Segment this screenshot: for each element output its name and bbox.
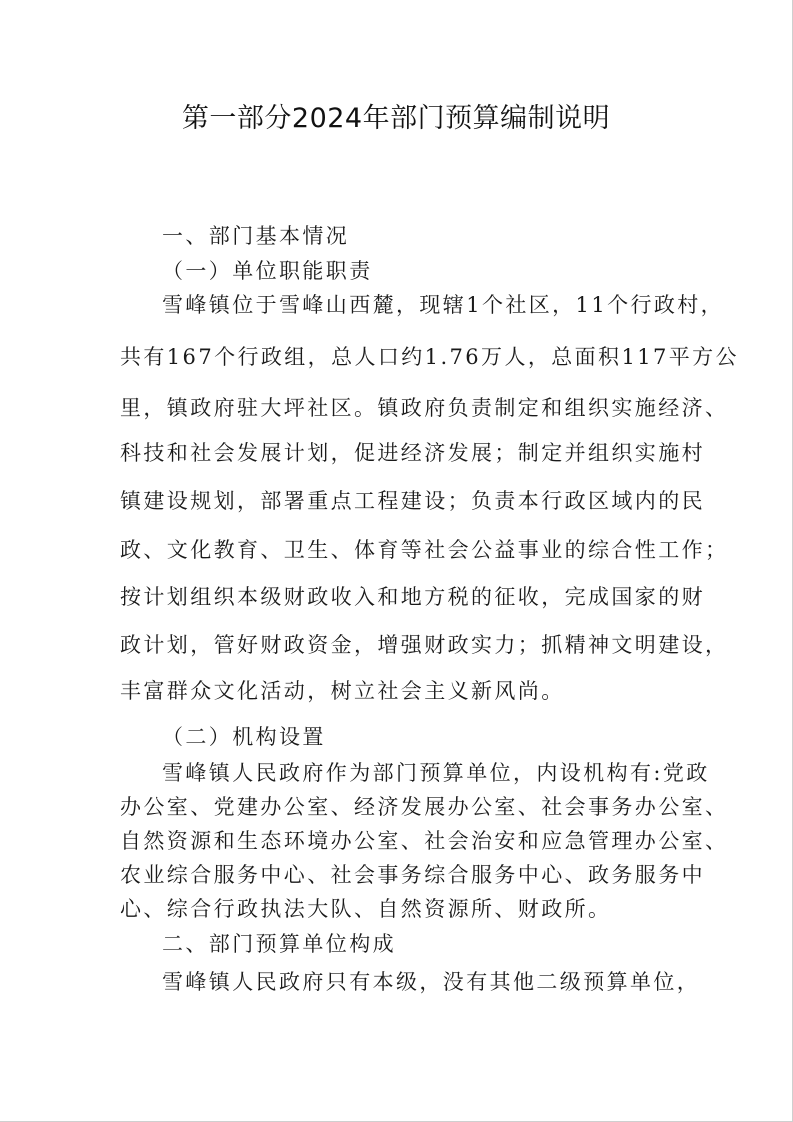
paragraph-line: 雪峰镇人民政府作为部门预算单位，内设机构有:党政: [162, 761, 710, 785]
paragraph-line: 政、文化教育、卫生、体育等社会公益事业的综合性工作；: [120, 538, 729, 562]
paragraph-line: 政计划，管好财政资金，增强财政实力；抓精神文明建设，: [120, 633, 729, 657]
subsection-heading-duties: （一）单位职能职责: [162, 259, 373, 283]
paragraph-line: 雪峰镇人民政府只有本级，没有其他二级预算单位，: [162, 970, 701, 994]
subsection-heading-organization: （二）机构设置: [162, 725, 326, 749]
paragraph-line: 镇建设规划，部署重点工程建设；负责本行政区域内的民: [120, 489, 705, 513]
paragraph-line: 自然资源和生态环境办公室、社会治安和应急管理办公室、: [120, 829, 729, 853]
page-title: 第一部分2024年部门预算编制说明: [181, 103, 611, 134]
paragraph-line: 雪峰镇位于雪峰山西麓，现辖1个社区，11个行政村，: [162, 293, 725, 317]
paragraph-line: 科技和社会发展计划，促进经济发展；制定并组织实施村: [120, 441, 705, 465]
paragraph-line: 农业综合服务中心、社会事务综合服务中心、政务服务中: [120, 863, 705, 887]
paragraph-line: 共有167个行政组，总人口约1.76万人，总面积117平方公: [120, 345, 739, 369]
paragraph-line: 办公室、党建办公室、经济发展办公室、社会事务办公室、: [120, 795, 729, 819]
paragraph-line: 里，镇政府驻大坪社区。镇政府负责制定和组织实施经济、: [120, 396, 729, 420]
paragraph-line: 心、综合行政执法大队、自然资源所、财政所。: [120, 897, 612, 921]
section-heading-basic-info: 一、部门基本情况: [162, 224, 350, 248]
paragraph-line: 按计划组织本级财政收入和地方税的征收，完成国家的财: [120, 585, 705, 609]
paragraph-line: 丰富群众文化活动，树立社会主义新风尚。: [120, 679, 565, 703]
section-heading-budget-units: 二、部门预算单位构成: [162, 932, 396, 956]
